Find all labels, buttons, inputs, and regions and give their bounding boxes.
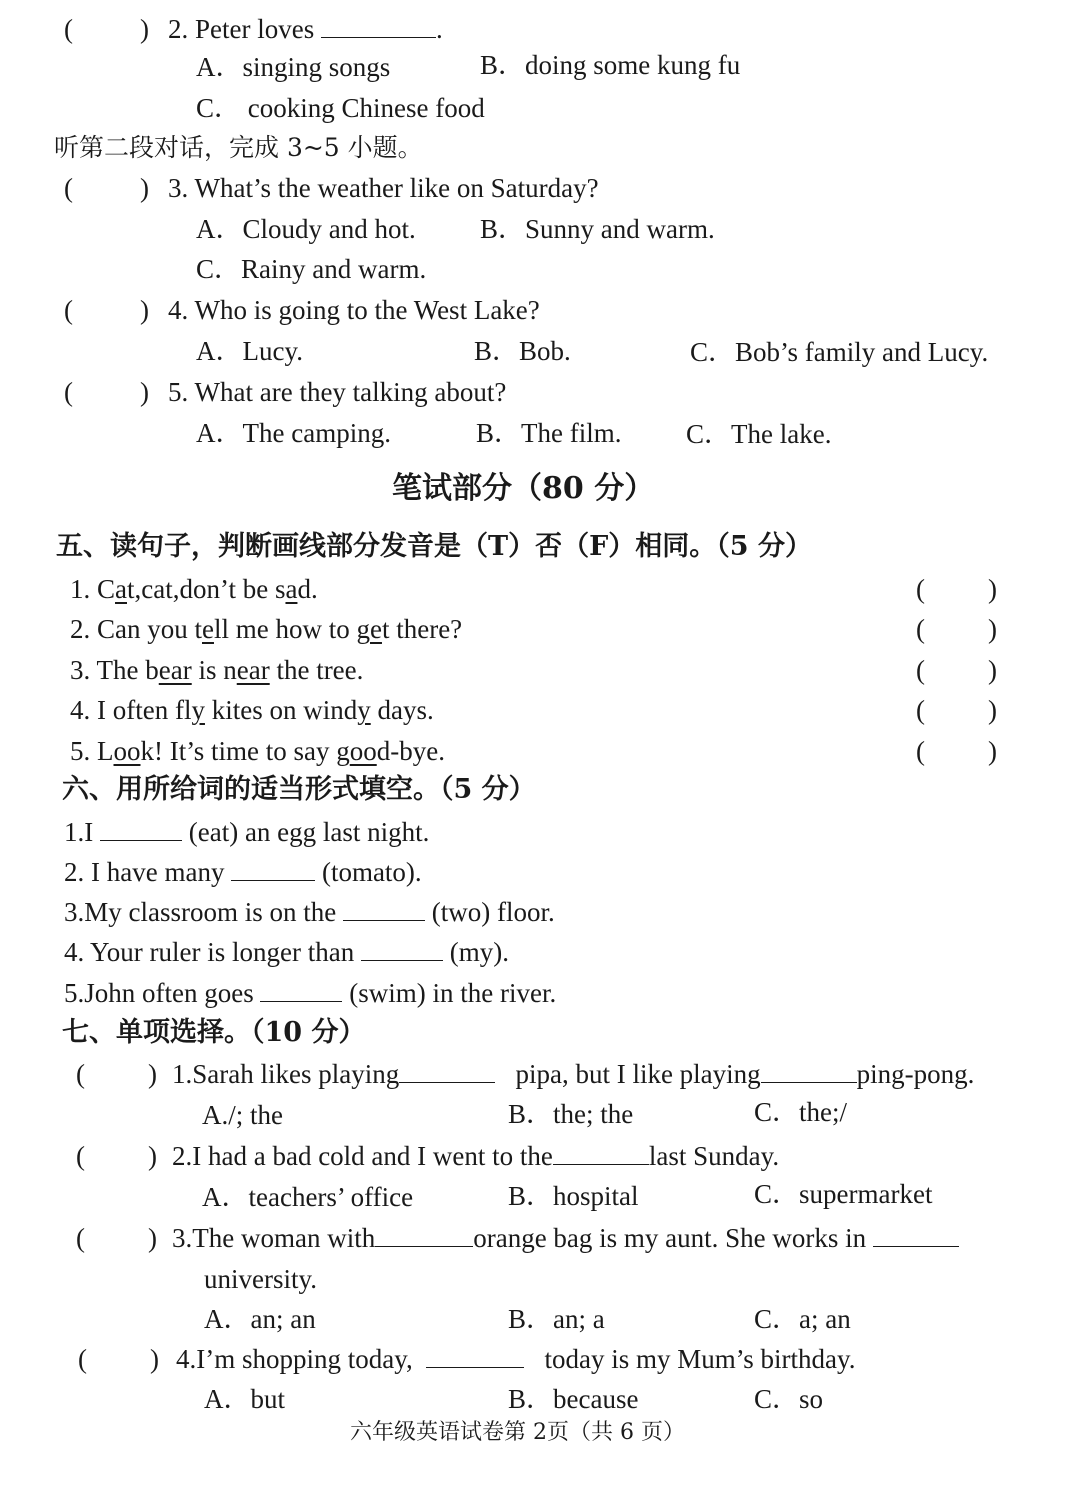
option-c: C．supermarket xyxy=(754,1179,933,1209)
answer-blank[interactable] xyxy=(260,979,342,1002)
answer-paren-close: ) xyxy=(988,695,997,725)
section-7-heading: 七、单项选择。（10 分） xyxy=(62,1017,366,1048)
fill-blank-item-4: 4. Your ruler is longer than (my). xyxy=(64,937,509,967)
answer-paren-open: ( xyxy=(916,736,925,766)
fill-blank-item-1: 1.I (eat) an egg last night. xyxy=(64,817,430,847)
option-c: C．Bob’s family and Lucy. xyxy=(690,337,989,367)
answer-blank[interactable] xyxy=(361,938,443,961)
answer-paren-close: ) xyxy=(150,1344,159,1374)
question-4: 4. Who is going to the West Lake? xyxy=(168,295,540,325)
choice-question-3: 3.The woman with orange bag is my aunt. She works in xyxy=(172,1221,959,1255)
section-5-heading: 五、读句子，判断画线部分发音是（T）否（F）相同。（5 分） xyxy=(56,531,812,562)
question-2: 2. Peter loves . xyxy=(168,14,443,44)
option-c: C．the;/ xyxy=(754,1097,847,1127)
pronunciation-item-5: 5. Look! It’s time to say good-bye. xyxy=(70,736,445,766)
option-c: C． cooking Chinese food xyxy=(196,93,485,123)
answer-blank[interactable] xyxy=(100,818,182,841)
answer-blank[interactable] xyxy=(426,1345,524,1368)
option-b: B．because xyxy=(508,1384,639,1414)
answer-paren-open: ( xyxy=(916,655,925,685)
option-a: A./; the xyxy=(202,1100,283,1130)
pronunciation-item-2: 2. Can you tell me how to get there? xyxy=(70,614,463,644)
answer-paren-open: ( xyxy=(76,1059,85,1089)
answer-blank[interactable] xyxy=(553,1142,649,1165)
question-3: 3. What’s the weather like on Saturday? xyxy=(168,173,599,203)
option-c: C．a; an xyxy=(754,1304,851,1334)
option-a: A．teachers’ office xyxy=(202,1182,414,1212)
answer-paren-open: ( xyxy=(76,1223,85,1253)
option-b: B．The film. xyxy=(476,418,622,448)
answer-blank[interactable] xyxy=(761,1060,857,1083)
answer-blank[interactable] xyxy=(321,15,436,38)
option-b: B．Bob. xyxy=(474,336,571,366)
answer-paren-open: ( xyxy=(916,574,925,604)
answer-blank[interactable] xyxy=(343,898,425,921)
option-b: B．doing some kung fu xyxy=(480,50,741,80)
answer-paren-close: ) xyxy=(140,295,149,325)
answer-blank[interactable] xyxy=(873,1224,959,1247)
answer-paren-close: ) xyxy=(148,1059,157,1089)
option-b: B．Sunny and warm. xyxy=(480,214,715,244)
answer-paren-open: ( xyxy=(64,173,73,203)
option-b: B．the; the xyxy=(508,1099,634,1129)
option-c: C．Rainy and warm. xyxy=(196,254,427,284)
answer-blank[interactable] xyxy=(375,1224,473,1247)
answer-blank[interactable] xyxy=(399,1060,495,1083)
option-c: C．so xyxy=(754,1384,824,1414)
answer-paren-close: ) xyxy=(988,574,997,604)
choice-question-4: 4.I’m shopping today, today is my Mum’s birthday. xyxy=(176,1344,856,1374)
page-footer: 六年级英语试卷第 2页（共 6 页） xyxy=(350,1420,685,1445)
option-b: B．an; a xyxy=(508,1304,605,1334)
question-5: 5. What are they talking about? xyxy=(168,377,507,407)
fill-blank-item-2: 2. I have many (tomato). xyxy=(64,857,422,887)
answer-paren-close: ) xyxy=(988,655,997,685)
option-a: A．Cloudy and hot. xyxy=(196,214,416,244)
answer-paren-open: ( xyxy=(64,14,73,44)
fill-blank-item-3: 3.My classroom is on the (two) floor. xyxy=(64,897,555,927)
answer-paren-open: ( xyxy=(916,614,925,644)
answer-paren-open: ( xyxy=(916,695,925,725)
pronunciation-item-3: 3. The bear is near the tree. xyxy=(70,655,364,685)
answer-paren-close: ) xyxy=(988,614,997,644)
option-b: B．hospital xyxy=(508,1181,639,1211)
answer-paren-close: ) xyxy=(140,14,149,44)
pronunciation-item-4: 4. I often fly kites on windy days. xyxy=(70,695,434,725)
question-continuation: university. xyxy=(204,1264,317,1294)
option-a: A．but xyxy=(204,1384,285,1414)
answer-paren-close: ) xyxy=(148,1141,157,1171)
option-a: A．The camping. xyxy=(196,418,391,448)
fill-blank-item-5: 5.John often goes (swim) in the river. xyxy=(64,978,557,1008)
answer-paren-close: ) xyxy=(148,1223,157,1253)
option-a: A．Lucy. xyxy=(196,336,303,366)
option-c: C．The lake. xyxy=(686,419,832,449)
dialog2-instruction: 听第二段对话，完成 3~5 小题。 xyxy=(54,133,423,162)
section-6-heading: 六、用所给词的适当形式填空。（5 分） xyxy=(62,774,536,805)
answer-blank[interactable] xyxy=(231,858,315,881)
answer-paren-close: ) xyxy=(140,173,149,203)
answer-paren-close: ) xyxy=(988,736,997,766)
answer-paren-open: ( xyxy=(64,377,73,407)
written-section-title: 笔试部分（80 分） xyxy=(392,471,655,506)
answer-paren-close: ) xyxy=(140,377,149,407)
answer-paren-open: ( xyxy=(76,1141,85,1171)
choice-question-2: 2.I had a bad cold and I went to the last Sunday. xyxy=(172,1141,780,1171)
option-a: A．an; an xyxy=(204,1304,316,1334)
answer-paren-open: ( xyxy=(64,295,73,325)
option-a: A．singing songs xyxy=(196,52,391,82)
choice-question-1: 1.Sarah likes playing pipa, but I like playing ping-pong. xyxy=(172,1059,975,1089)
answer-paren-open: ( xyxy=(78,1344,87,1374)
pronunciation-item-1: 1. Cat,cat,don’t be sad. xyxy=(70,574,318,604)
